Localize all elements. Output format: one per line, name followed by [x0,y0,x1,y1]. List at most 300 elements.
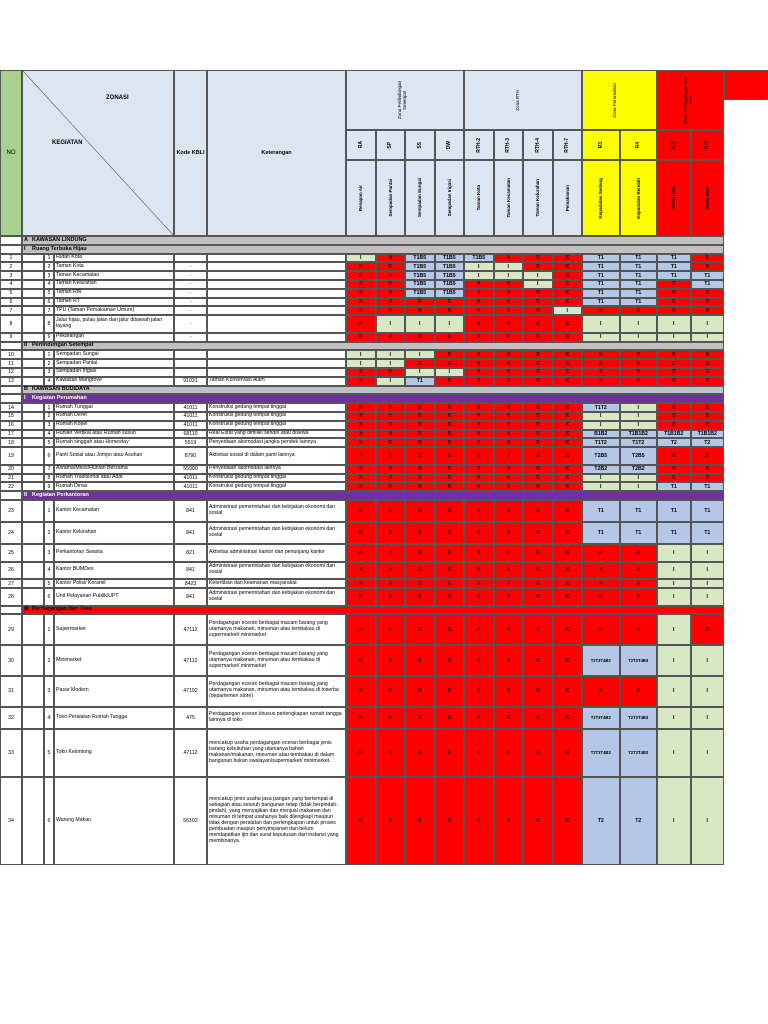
row-keterangan-25 [207,474,346,483]
matrix-cell [657,465,691,474]
matrix-cell [435,707,465,729]
matrix-cell-value: X [565,351,569,358]
matrix-cell [553,707,583,729]
matrix-cell [620,645,658,676]
matrix-cell [657,544,691,562]
kegiatan-text-24: Asrama/Mess/Hunian Bersama [56,465,128,472]
matrix-cell [620,403,658,412]
matrix-cell [435,482,465,491]
matrix-cell [346,289,376,298]
matrix-cell [346,562,376,580]
row-num-40 [44,777,54,865]
row-indent-32 [22,579,44,588]
matrix-cell-value: X [705,290,709,297]
matrix-cell-value: X [536,439,540,446]
matrix-cell-value: X [477,549,481,556]
matrix-cell-value: X [359,452,363,459]
matrix-cell-value: X [705,378,709,385]
matrix-cell [553,474,583,483]
matrix-cell-value: X [565,657,569,664]
matrix-cell-value: X [447,593,451,600]
row-no-26 [0,482,22,491]
row-kegiatan-6 [54,289,174,298]
matrix-cell [346,777,376,865]
row-kode-18 [174,403,207,412]
matrix-cell [494,707,524,729]
matrix-cell-value: I [360,351,362,358]
matrix-cell-value: X [359,320,363,327]
matrix-cell-value: X [565,818,569,825]
matrix-cell-value: T1B5 [413,254,427,261]
kode-text-40: 56102 [183,818,198,825]
row-kode-4 [174,271,207,280]
row-num-text-2: 1 [47,254,51,261]
matrix-cell [553,368,583,377]
matrix-cell-value: X [388,452,392,459]
section-num-1: I [24,245,26,252]
row-num-15 [44,377,54,386]
matrix-cell [346,333,376,342]
matrix-cell [523,306,553,315]
matrix-cell-value: X [477,452,481,459]
section-no-16 [0,386,22,395]
matrix-cell-value: X [672,466,676,473]
kegiatan-label: KEGIATAN [52,140,83,146]
matrix-cell-value: X [565,378,569,385]
matrix-cell-value: X [418,714,422,721]
matrix-cell [464,474,494,483]
keterangan-header [207,70,346,236]
row-indent-28 [22,500,44,522]
row-indent-29 [22,522,44,544]
matrix-cell-value: T1T2 [594,439,607,446]
row-num-26 [44,482,54,491]
matrix-cell-value: X [447,452,451,459]
row-indent-15 [22,377,44,386]
matrix-cell [620,729,658,777]
matrix-cell [376,707,406,729]
zone-name-text-1: Sempadan Pantai [387,179,393,217]
row-no-text-22: 18 [8,439,14,446]
matrix-cell-value: X [359,430,363,437]
matrix-cell-value: X [506,413,510,420]
row-kode-23 [174,447,207,465]
row-keterangan-18 [207,403,346,412]
zone-code-text-9: R4 [635,141,642,149]
matrix-cell-value: X [388,430,392,437]
kode-text-18: 41011 [183,404,198,411]
zone-group-label-0: Zona Perlindungan Setempat [397,80,407,120]
matrix-cell-value: X [636,549,640,556]
row-kode-32 [174,579,207,588]
row-no-text-29: 24 [8,530,14,536]
row-kegiatan-36 [54,645,174,676]
matrix-cell [405,474,435,483]
matrix-cell-value: X [359,593,363,600]
matrix-cell-value: T2T3T4B3 [628,715,649,721]
kegiatan-text-10: Pekarangan [56,333,84,340]
matrix-cell [691,562,725,580]
matrix-cell [464,333,494,342]
matrix-cell [657,262,691,271]
kegiatan-text-26: Rumah Dinas [56,482,88,489]
matrix-cell-value: X [359,688,363,695]
row-kode-6 [174,289,207,298]
matrix-cell-value: X [636,593,640,600]
matrix-cell-value: I [600,483,602,490]
row-no-text-39: 33 [8,749,14,756]
matrix-cell-value: X [565,483,569,490]
row-indent-19 [22,412,44,421]
matrix-cell [523,482,553,491]
matrix-cell-value: X [388,422,392,429]
matrix-cell [435,421,465,430]
row-keterangan-14 [207,368,346,377]
matrix-cell [691,645,725,676]
row-indent-39 [22,729,44,777]
matrix-cell [582,465,620,474]
section-label-34: Perdagangan dan Jasa [32,606,92,613]
matrix-cell-value: X [565,430,569,437]
matrix-cell-value: X [506,626,510,633]
matrix-cell-value: I [360,360,362,367]
matrix-cell [620,262,658,271]
matrix-cell [553,315,583,333]
matrix-cell-value: I [419,369,421,376]
matrix-cell-value: T1 [635,281,642,288]
matrix-cell-value: X [359,439,363,446]
matrix-cell-value: X [565,439,569,446]
matrix-cell-value: I [673,593,675,600]
row-num-text-14: 3 [47,369,51,376]
row-keterangan-10 [207,333,346,342]
zone-name-8 [582,160,620,236]
matrix-cell [435,289,465,298]
matrix-cell [405,447,435,465]
row-keterangan-2 [207,254,346,263]
matrix-cell [582,500,620,522]
matrix-cell-value: T2B5 [594,452,608,459]
kegiatan-text-36: Minimarket [56,656,82,663]
matrix-cell [464,676,494,707]
matrix-cell [494,588,524,606]
matrix-cell [657,707,691,729]
matrix-cell-value: X [565,549,569,556]
matrix-cell-value: X [565,360,569,367]
row-indent-12 [22,350,44,359]
row-kode-20 [174,421,207,430]
row-no-text-35: 29 [8,626,14,633]
row-no-5 [0,280,22,289]
matrix-cell-value: I [600,474,602,481]
matrix-cell [435,645,465,676]
matrix-cell-value: X [447,530,451,536]
matrix-cell [523,562,553,580]
matrix-cell-value: X [447,567,451,574]
matrix-cell-value: X [359,307,363,314]
matrix-cell [620,707,658,729]
matrix-cell-value: X [506,688,510,695]
matrix-cell-value: I [706,593,708,600]
zone-name-10 [657,160,691,236]
matrix-cell [464,500,494,522]
row-no-text-40: 34 [8,818,14,825]
matrix-cell [464,421,494,430]
matrix-cell [346,447,376,465]
kode-text-23: 8790 [184,452,197,459]
matrix-cell-value: I [673,714,675,721]
matrix-cell-value: X [565,334,569,341]
matrix-cell-value: T1 [597,530,604,536]
row-num-21 [44,430,54,439]
keterangan-text-32: Ketertiban dan keamanan masyarakat [209,579,297,586]
matrix-cell-value: T1 [597,272,604,279]
matrix-cell [494,412,524,421]
section-row-16 [22,386,724,395]
matrix-cell-value: I [706,549,708,556]
matrix-cell-value: X [359,626,363,633]
matrix-cell-value: X [599,307,603,314]
matrix-cell-value: X [447,404,451,411]
row-no-9 [0,315,22,333]
matrix-cell-value: I [637,404,639,411]
matrix-cell-value: X [418,298,422,305]
kode-text-21: 68110 [183,430,198,437]
section-label-0: KAWASAN LINDUNG [32,236,87,243]
matrix-cell [620,412,658,421]
row-num-text-30: 3 [47,549,51,556]
row-num-23 [44,447,54,465]
matrix-cell [464,645,494,676]
matrix-cell [376,280,406,289]
matrix-cell [582,271,620,280]
matrix-cell-value: X [705,422,709,429]
row-indent-31 [22,562,44,580]
matrix-cell-value: X [447,360,451,367]
matrix-cell-value: X [388,714,392,721]
matrix-cell-value: X [636,688,640,695]
zone-name-text-2: Sempadan Sungai [417,178,423,218]
matrix-cell-value: X [447,714,451,721]
matrix-cell-value: I [706,714,708,721]
kegiatan-text-21: Hunian Vertikal atau Rumah susun [56,430,136,436]
matrix-cell [657,645,691,676]
matrix-cell-value: X [477,320,481,327]
matrix-cell [376,333,406,342]
row-num-text-40: 6 [47,818,51,825]
matrix-cell-value: X [388,508,392,514]
matrix-cell-value: T1B5 [413,290,427,297]
matrix-cell-value: X [536,483,540,490]
section-row-11 [22,342,724,351]
row-num-text-25: 8 [47,474,51,481]
matrix-cell [346,377,376,386]
row-num-text-28: 1 [47,508,51,514]
matrix-cell-value: X [447,378,451,385]
matrix-cell [346,412,376,421]
row-kode-19 [174,412,207,421]
row-no-7 [0,298,22,307]
matrix-cell [494,298,524,307]
row-keterangan-23 [207,447,346,465]
matrix-cell-value: X [506,307,510,314]
matrix-cell-value: X [477,508,481,514]
row-kegiatan-5 [54,280,174,289]
zone-code-text-5: RTH-3 [505,137,512,153]
row-keterangan-37 [207,676,346,707]
matrix-cell [657,777,691,865]
matrix-cell-value: X [565,593,569,600]
matrix-cell [691,544,725,562]
matrix-cell [523,474,553,483]
row-num-text-29: 2 [47,530,51,536]
zone-code-text-7: RTH-7 [564,137,571,153]
matrix-cell-value: X [536,657,540,664]
zone-group-label-3: Zona Perdagangan dan Jasa [682,76,693,124]
matrix-cell-value: I [537,272,539,279]
matrix-cell [553,562,583,580]
row-num-8 [44,306,54,315]
matrix-cell [435,562,465,580]
matrix-cell [435,350,465,359]
matrix-cell [523,465,553,474]
matrix-cell-value: X [418,474,422,481]
matrix-cell [523,500,553,522]
matrix-cell-value: X [388,466,392,473]
matrix-cell-value: X [418,657,422,664]
row-no-35 [0,614,22,645]
matrix-cell-value: X [388,369,392,376]
matrix-cell [464,412,494,421]
row-num-text-19: 2 [47,413,51,420]
row-keterangan-7 [207,298,346,307]
row-num-text-5: 4 [47,281,51,288]
matrix-cell [553,465,583,474]
matrix-cell [405,579,435,588]
matrix-cell-value: X [477,530,481,536]
matrix-cell-value: I [706,749,708,756]
matrix-cell-value: X [477,334,481,341]
row-num-text-39: 5 [47,749,51,756]
row-keterangan-20 [207,421,346,430]
matrix-cell-value: X [418,307,422,314]
zone-code-0 [346,130,376,160]
matrix-cell-value: I [706,580,708,587]
matrix-cell-value: X [636,567,640,574]
zone-code-11 [691,130,725,160]
matrix-cell-value: X [565,714,569,721]
matrix-cell [435,306,465,315]
matrix-cell-value: X [388,593,392,600]
matrix-cell-value: T1 [670,508,677,514]
matrix-cell-value: X [565,413,569,420]
matrix-cell [464,482,494,491]
zone-name-text-11: Skala BWP [704,186,710,210]
matrix-cell [346,254,376,263]
matrix-cell [494,729,524,777]
matrix-cell-value: X [418,334,422,341]
matrix-cell-value: X [447,474,451,481]
row-indent-10 [22,333,44,342]
matrix-cell [405,403,435,412]
row-num-7 [44,298,54,307]
matrix-cell-value: I [706,818,708,825]
matrix-cell [620,474,658,483]
matrix-cell [691,707,725,729]
matrix-cell-value: X [705,307,709,314]
kode-text-22: 5519 [184,439,197,446]
row-kode-31 [174,562,207,580]
matrix-cell-value: T2B5 [631,452,645,459]
matrix-cell [657,474,691,483]
row-num-text-31: 4 [47,567,51,574]
keterangan-text-24: Penyediaan akomodasi lainnya [209,465,281,472]
matrix-cell [620,280,658,289]
matrix-cell-value: X [565,530,569,536]
matrix-cell [553,676,583,707]
matrix-cell-value: X [705,404,709,411]
matrix-cell [523,262,553,271]
matrix-cell [620,350,658,359]
matrix-cell-value: X [359,818,363,825]
matrix-cell-value: X [359,369,363,376]
section-no-11 [0,342,22,351]
row-keterangan-32 [207,579,346,588]
matrix-cell [691,298,725,307]
row-kegiatan-35 [54,614,174,645]
row-indent-4 [22,271,44,280]
row-num-text-37: 3 [47,688,51,695]
row-no-28 [0,500,22,522]
matrix-cell [494,438,524,447]
matrix-cell-value: T2T3T4B3 [590,750,611,756]
matrix-cell-value: I [673,567,675,574]
matrix-cell [523,289,553,298]
matrix-cell [435,438,465,447]
zone-name-text-6: Taman Kelurahan [535,179,541,217]
matrix-cell-value: X [506,452,510,459]
keterangan-text-18: Konstruksi gedung tempat tinggal [209,403,286,410]
matrix-cell [691,412,725,421]
kode-text-15: 91031 [183,378,198,385]
matrix-cell-value: X [705,452,709,459]
matrix-cell-value: X [565,320,569,327]
matrix-cell [346,500,376,522]
matrix-cell-value: I [637,422,639,429]
matrix-cell-value: X [447,549,451,556]
row-kode-24 [174,465,207,474]
matrix-cell-value: X [506,430,510,437]
row-indent-25 [22,474,44,483]
matrix-cell [405,777,435,865]
matrix-cell [582,262,620,271]
row-kegiatan-19 [54,412,174,421]
matrix-cell-value: I [673,626,675,633]
kegiatan-text-32: Kantor Polisi/ Koramil [56,579,106,586]
matrix-cell-value: X [705,466,709,473]
matrix-cell-value: X [359,474,363,481]
matrix-cell-value: X [705,298,709,305]
kode-text-20: 41011 [183,422,198,429]
row-kegiatan-31 [54,562,174,580]
matrix-cell [620,579,658,588]
zone-name-text-7: Pemakaman [564,184,570,212]
matrix-cell [523,522,553,544]
row-num-4 [44,271,54,280]
matrix-cell-value: X [477,413,481,420]
matrix-cell [691,359,725,368]
matrix-cell [346,271,376,280]
